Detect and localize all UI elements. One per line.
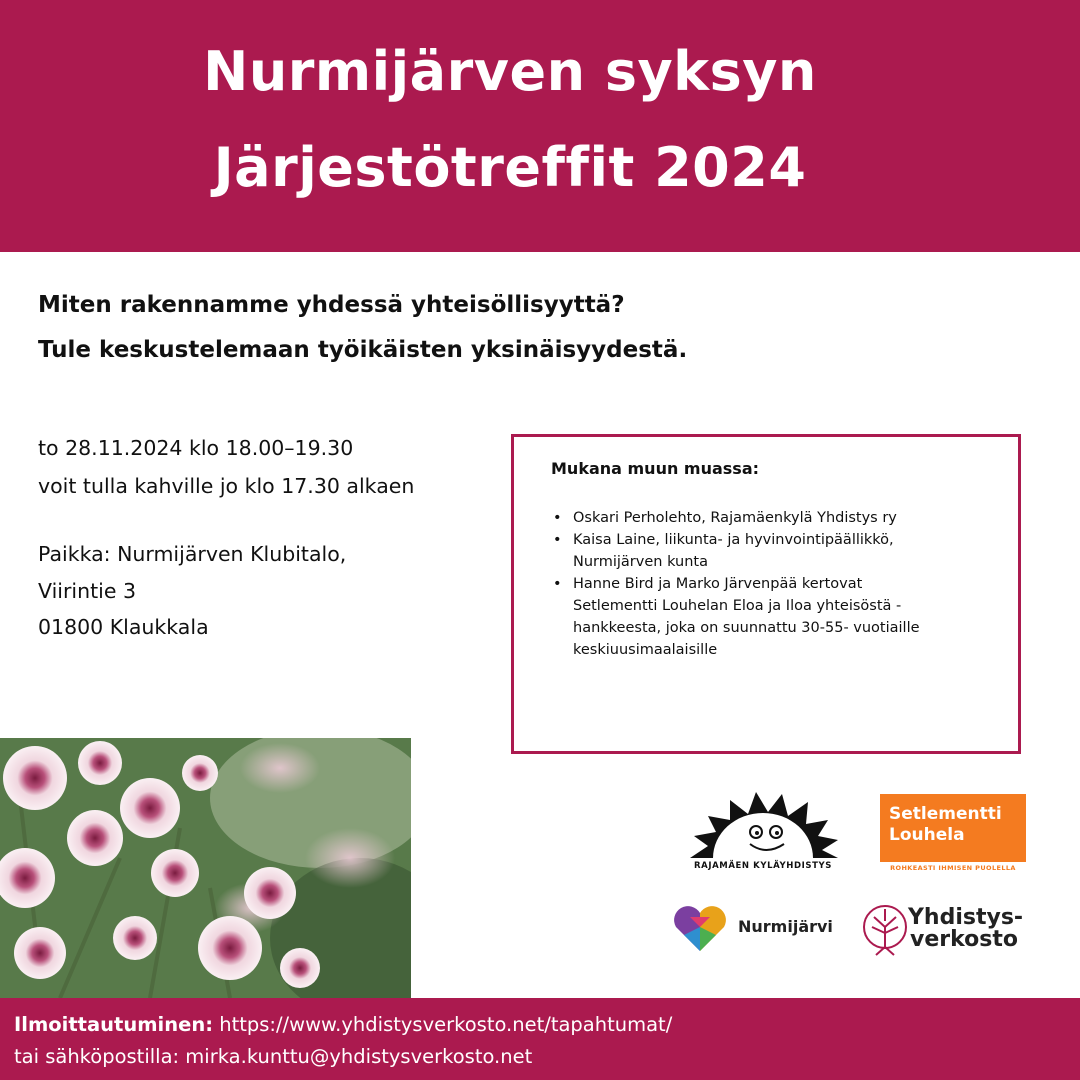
setlementti-name-line2: Louhela: [889, 825, 965, 845]
nurmijarvi-logo: [672, 903, 852, 953]
setlementti-box: [880, 794, 1026, 862]
list-item: [551, 507, 991, 529]
setlementti-tagline: ROHKEASTI IHMISEN PUOLELLA: [890, 864, 1016, 872]
page-title-line1: Nurmijärven syksyn: [203, 40, 817, 103]
list-item: [551, 529, 991, 573]
tree-icon: [862, 903, 908, 959]
yv-logo-line1: Yhdistys-: [908, 905, 1024, 930]
participant-line: Hanne Bird ja Marko Järvenpää kertovat: [573, 576, 863, 592]
rajamaki-logo: [678, 788, 848, 878]
participant-line: Oskari Perholehto, Rajamäenkylä Yhdistys ry: [573, 510, 897, 526]
participant-line: Nurmijärven kunta: [573, 554, 708, 570]
participants-list: [551, 507, 991, 661]
registration-url-link[interactable]: https://www.yhdistysverkosto.net/tapahtumat/: [213, 1013, 673, 1036]
registration-line: [14, 1013, 672, 1036]
bullet-icon: •: [553, 576, 562, 592]
event-place-line2: Viirintie 3: [38, 579, 136, 603]
yhdistysverkosto-logo: [862, 903, 1042, 963]
lead-invitation: Tule keskustelemaan työikäisten yksinäisyydestä.: [38, 337, 688, 363]
list-item: [551, 573, 991, 661]
header-banner: [0, 0, 1080, 252]
flower-photo: [0, 738, 411, 998]
yv-logo-line2: verkosto: [910, 927, 1018, 952]
participant-line: Setlementti Louhelan Eloa ja Iloa yhteisöstä -: [573, 598, 902, 614]
event-place-line1: Paikka: Nurmijärven Klubitalo,: [38, 542, 347, 566]
registration-email-line[interactable]: tai sähköpostilla: mirka.kunttu@yhdistysverkosto.net: [14, 1045, 533, 1068]
participant-line: hankkeesta, joka on suunnattu 30-55- vuotiaille: [573, 620, 920, 636]
heart-icon: [672, 903, 728, 953]
rajamaki-logo-text: RAJAMÄEN KYLÄYHDISTYS: [694, 861, 832, 871]
sun-icon: [678, 788, 848, 863]
participant-line: Kaisa Laine, liikunta- ja hyvinvointipäällikkö,: [573, 532, 894, 548]
setlementti-louhela-logo: [880, 794, 1026, 874]
participant-line: keskiuusimaalaisille: [573, 642, 718, 658]
bullet-icon: •: [553, 510, 562, 526]
lead-question: Miten rakennamme yhdessä yhteisöllisyyttä?: [38, 292, 625, 318]
participants-title: Mukana muun muassa:: [551, 459, 760, 478]
setlementti-name-line1: Setlementti: [889, 804, 1002, 824]
phlox-flowers-image: [0, 738, 411, 998]
footer-banner: [0, 998, 1080, 1080]
bullet-icon: •: [553, 532, 562, 548]
event-place-line3: 01800 Klaukkala: [38, 615, 209, 639]
event-coffee-note: voit tulla kahville jo klo 17.30 alkaen: [38, 474, 415, 498]
nurmijarvi-logo-text: Nurmijärvi: [738, 917, 833, 936]
participants-box: [511, 434, 1021, 754]
registration-label: Ilmoittautuminen:: [14, 1013, 214, 1036]
event-date-time: to 28.11.2024 klo 18.00–19.30: [38, 436, 354, 460]
page-title-line2: Järjestötreffit 2024: [213, 136, 807, 199]
